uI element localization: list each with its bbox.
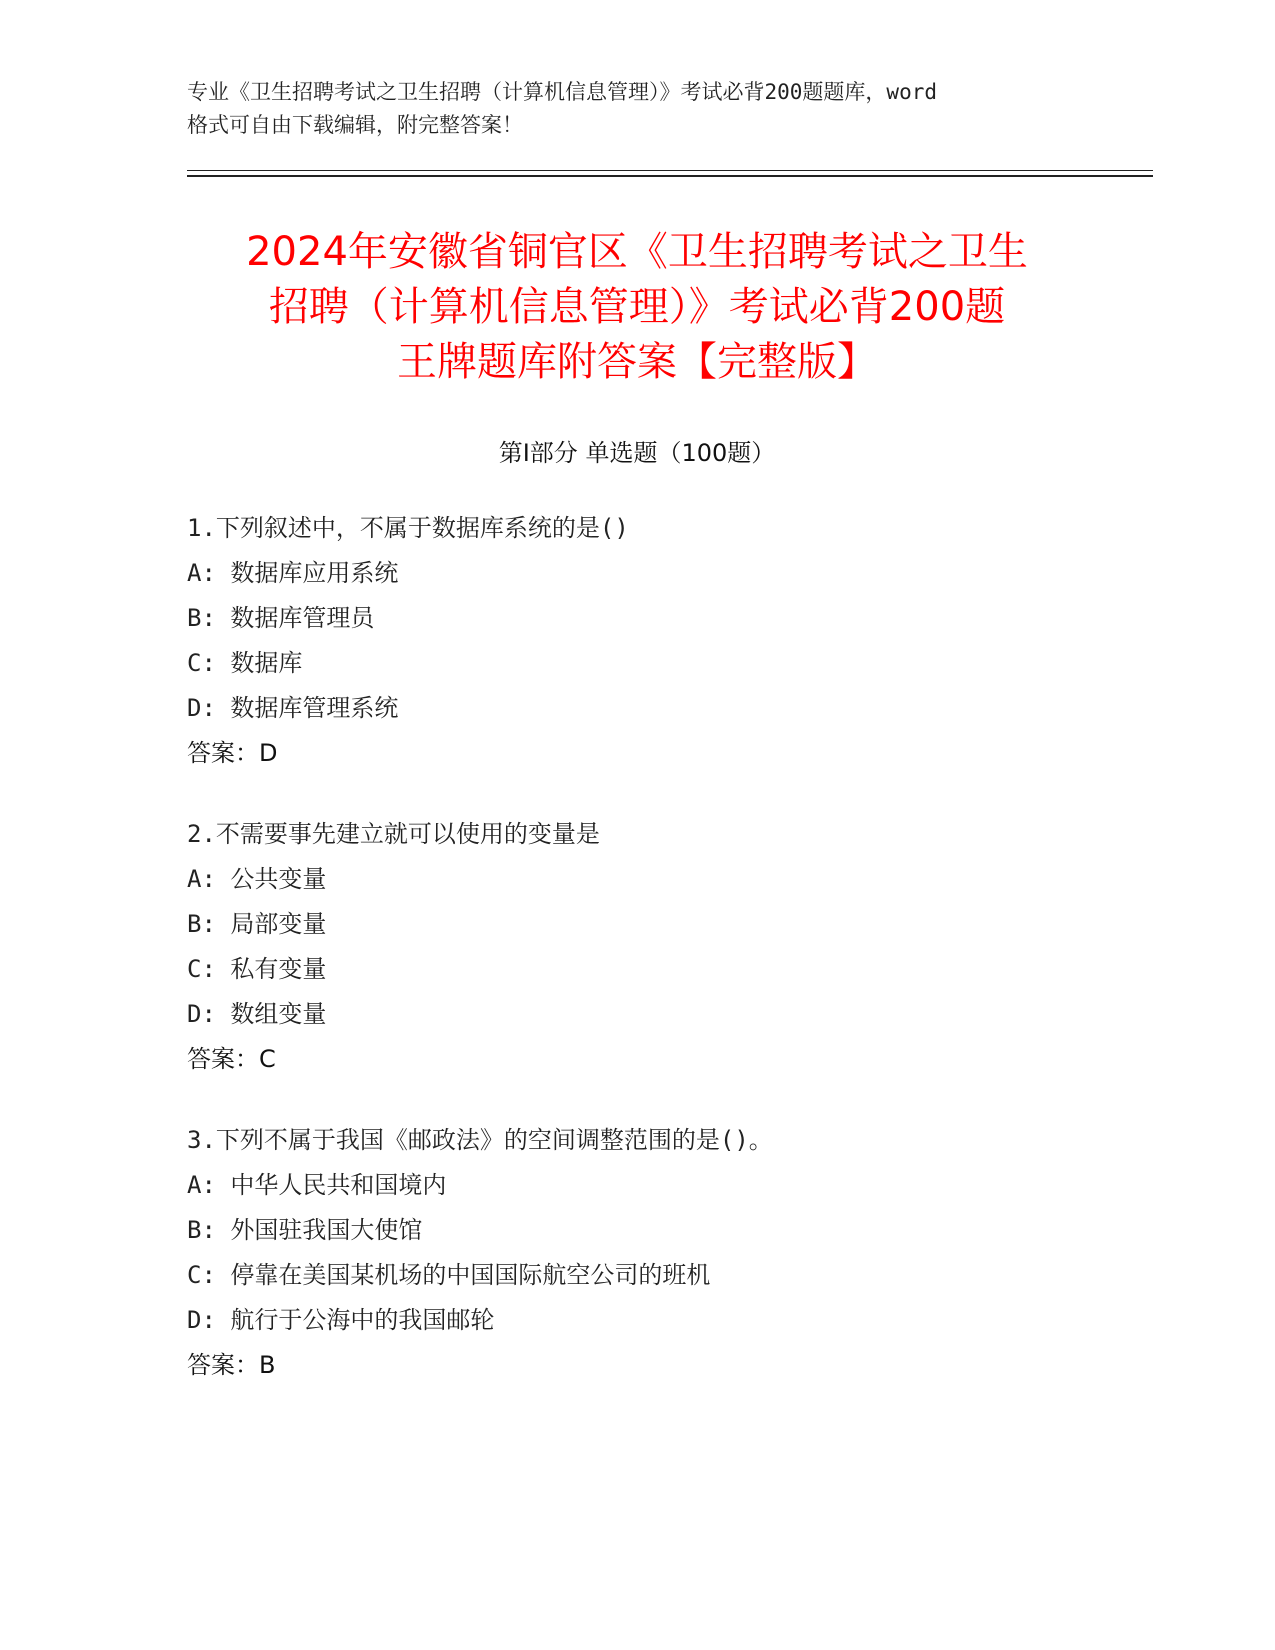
question-block-2 (187, 812, 1147, 1082)
option-a: A: 中华人民共和国境内 (187, 1171, 447, 1199)
header-note-line-2: 格式可自由下载编辑，附完整答案！ (187, 113, 523, 137)
option-b: B: 外国驻我国大使馆 (187, 1216, 423, 1244)
answer-line: 答案：D (187, 739, 278, 767)
header-note-line-1: 专业《卫生招聘考试之卫生招聘（计算机信息管理）》考试必背200题题库，word (187, 80, 937, 104)
title-line-3: 王牌题库附答案【完整版】 (397, 339, 877, 385)
header-note (187, 76, 1087, 142)
option-a: A: 数据库应用系统 (187, 559, 399, 587)
question-stem: 2.不需要事先建立就可以使用的变量是 (187, 820, 600, 848)
option-a: A: 公共变量 (187, 865, 327, 893)
option-c: C: 停靠在美国某机场的中国国际航空公司的班机 (187, 1261, 711, 1289)
option-c: C: 私有变量 (187, 955, 327, 983)
section-heading: 第Ⅰ部分 单选题（100题） (498, 439, 776, 467)
option-d: D: 数据库管理系统 (187, 694, 399, 722)
question-stem: 1.下列叙述中，不属于数据库系统的是() (187, 514, 629, 542)
title-line-1: 2024年安徽省铜官区《卫生招聘考试之卫生 (246, 229, 1028, 275)
option-d: D: 数组变量 (187, 1000, 327, 1028)
answer-line: 答案：C (187, 1045, 276, 1073)
option-b: B: 局部变量 (187, 910, 327, 938)
option-c: C: 数据库 (187, 649, 303, 677)
header-rule-thick (187, 175, 1153, 177)
answer-line: 答案：B (187, 1351, 276, 1379)
title-line-2: 招聘（计算机信息管理）》考试必背200题 (268, 284, 1006, 330)
question-block-3 (187, 1118, 1147, 1388)
header-rule-thin (187, 170, 1153, 171)
document-title (187, 225, 1087, 390)
option-b: B: 数据库管理员 (187, 604, 375, 632)
option-d: D: 航行于公海中的我国邮轮 (187, 1306, 495, 1334)
question-stem: 3.下列不属于我国《邮政法》的空间调整范围的是()。 (187, 1126, 773, 1154)
question-block-1 (187, 506, 1147, 776)
